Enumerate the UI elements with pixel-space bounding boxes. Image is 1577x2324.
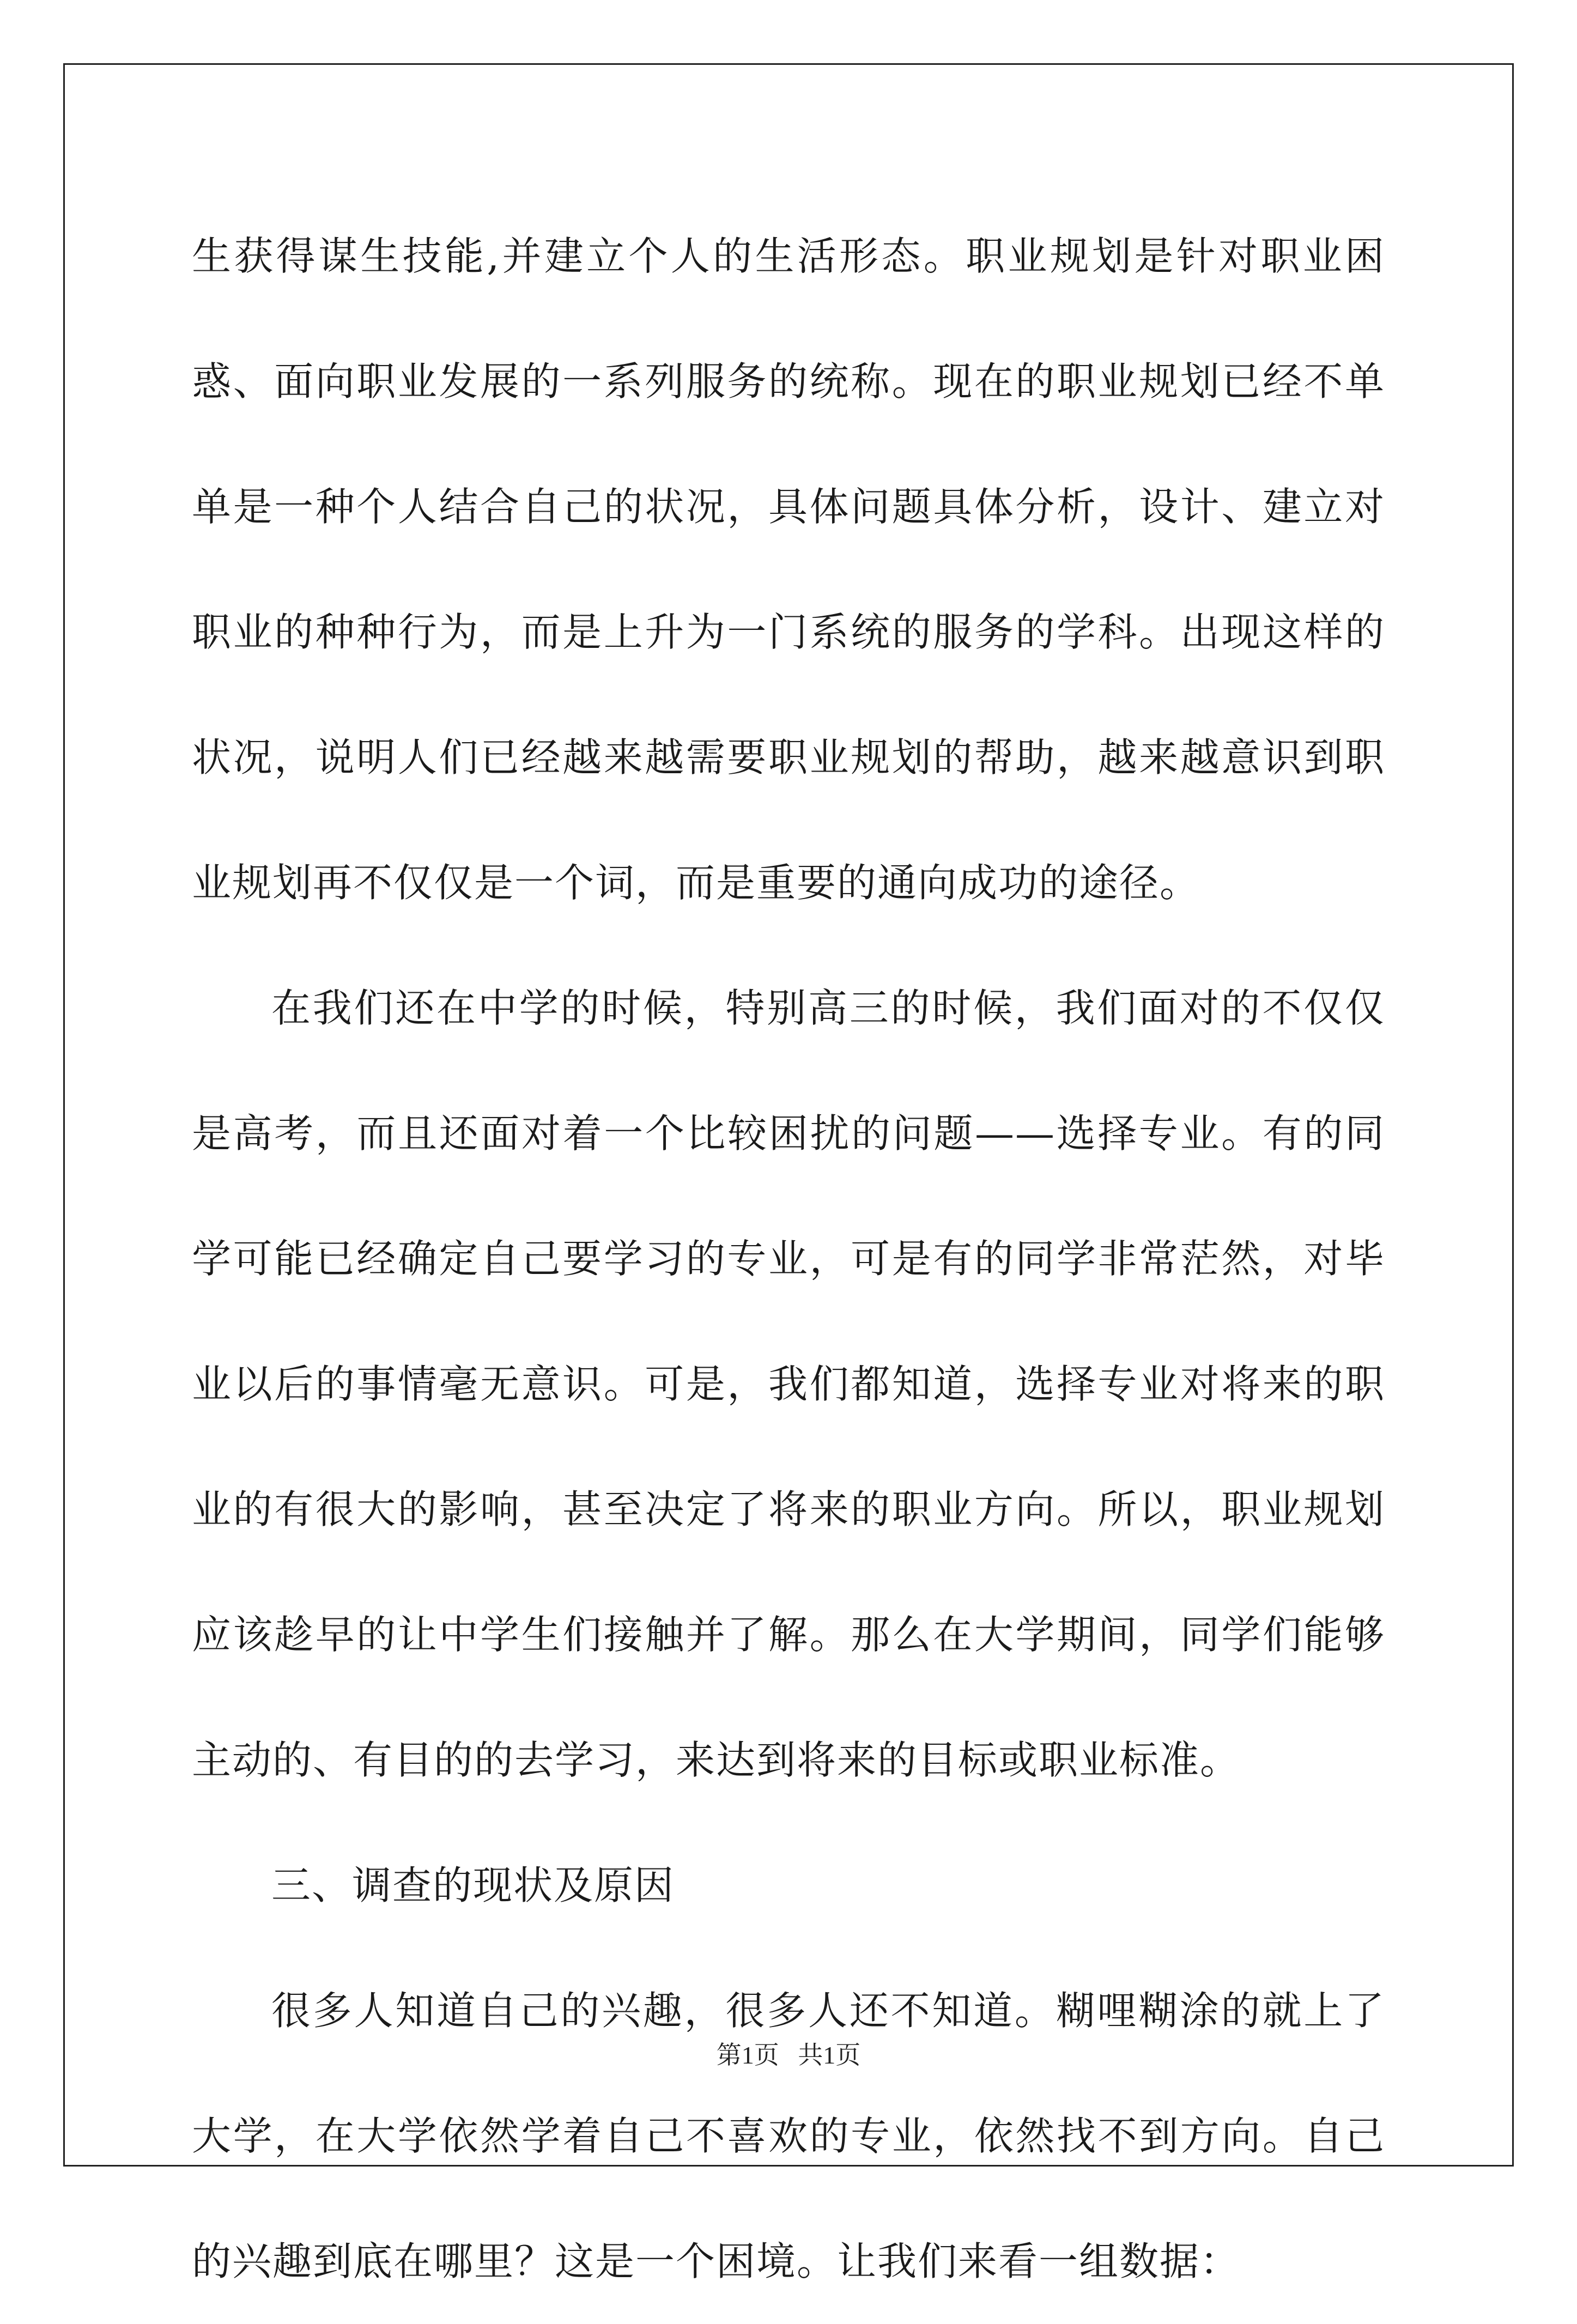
section-heading-survey-status: 三、调查的现状及原因 — [271, 1862, 675, 1908]
paragraph-career-planning-intro: 生获得谋生技能,并建立个人的生活形态。职业规划是针对职业困惑、面向职业发展的一系列服务的统称。现在的职业规划已经不单单是一种个人结合自己的状况，具体问题具体分析，设计、建立对职业的种种行为，而是上升为一门系统的服务的学科。出现这样的状况，说明人们已经越来越需要职业规划的帮助，越来越意识到职业规划再不仅仅是一个词，而是重要的通向成功的途径。 — [192, 233, 1385, 906]
page-number-footer — [0, 2035, 1577, 2071]
paragraph-high-school-major-choice: 在我们还在中学的时候，特别高三的时候，我们面对的不仅仅是高考，而且还面对着一个比较困扰的问题——选择专业。有的同学可能已经确定自己要学习的专业，可是有的同学非常茫然，对毕业以后的事情毫无意识。可是，我们都知道，选择专业对将来的职业的有很大的影响，甚至决定了将来的职业方向。所以，职业规划应该趁早的让中学生们接触并了解。那么在大学期间，同学们能够主动的、有目的的去学习，来达到将来的目标或职业标准。 — [192, 985, 1385, 1783]
document-body — [192, 193, 1385, 2324]
paragraph-interest-dilemma: 很多人知道自己的兴趣，很多人还不知道。糊哩糊涂的就上了大学，在大学依然学着自己不喜欢的专业，依然找不到方向。自己的兴趣到底在哪里？这是一个困境。让我们来看一组数据： — [192, 1988, 1385, 2284]
page-number-text: 第1页 共1页 — [716, 2041, 861, 2069]
